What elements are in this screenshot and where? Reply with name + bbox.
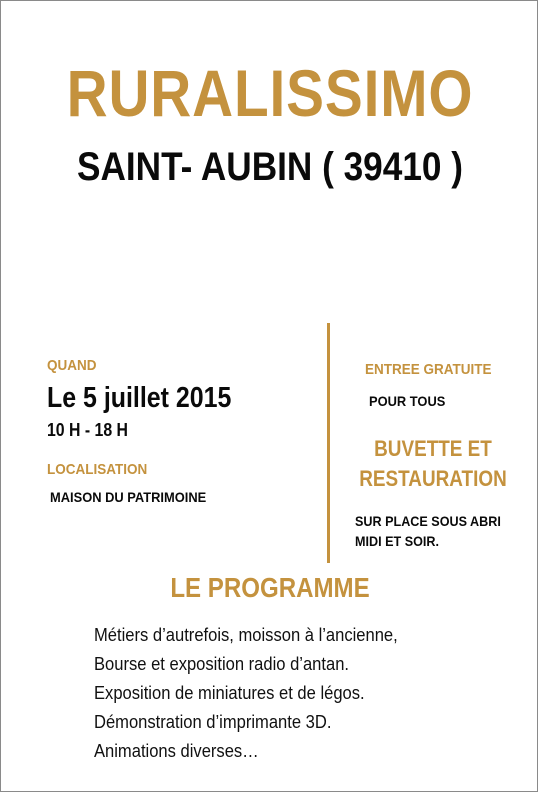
poster-subtitle: SAINT- AUBIN ( 39410 ): [77, 145, 463, 189]
location-label: LOCALISATION: [47, 461, 148, 478]
food-label-line1: BUVETTE ET: [374, 436, 492, 461]
programme-item: Exposition de miniatures et de légos.: [94, 683, 365, 703]
programme-title: LE PROGRAMME: [170, 572, 370, 603]
programme-item: Démonstration d’imprimante 3D.: [94, 712, 332, 732]
when-label: QUAND: [47, 357, 97, 374]
entry-label: ENTREE GRATUITE: [365, 361, 492, 378]
poster-title: RURALISSIMO: [66, 56, 474, 130]
column-divider: [327, 323, 330, 563]
food-detail-line1: SUR PLACE SOUS ABRI: [355, 513, 501, 529]
food-label: [341, 434, 525, 494]
event-hours: 10 H - 18 H: [47, 420, 129, 440]
food-detail-line2: MIDI ET SOIR.: [355, 533, 440, 549]
food-detail: [355, 511, 501, 551]
programme-list: [94, 621, 424, 766]
programme-item: Bourse et exposition radio d’antan.: [94, 654, 350, 674]
event-date: Le 5 juillet 2015: [47, 382, 232, 414]
event-location: MAISON DU PATRIMOINE: [50, 489, 207, 505]
entry-detail: POUR TOUS: [369, 393, 446, 409]
food-label-line2: RESTAURATION: [359, 466, 507, 491]
programme-item: Métiers d’autrefois, moisson à l’ancienne,: [94, 625, 398, 645]
programme-item: Animations diverses…: [94, 741, 259, 761]
